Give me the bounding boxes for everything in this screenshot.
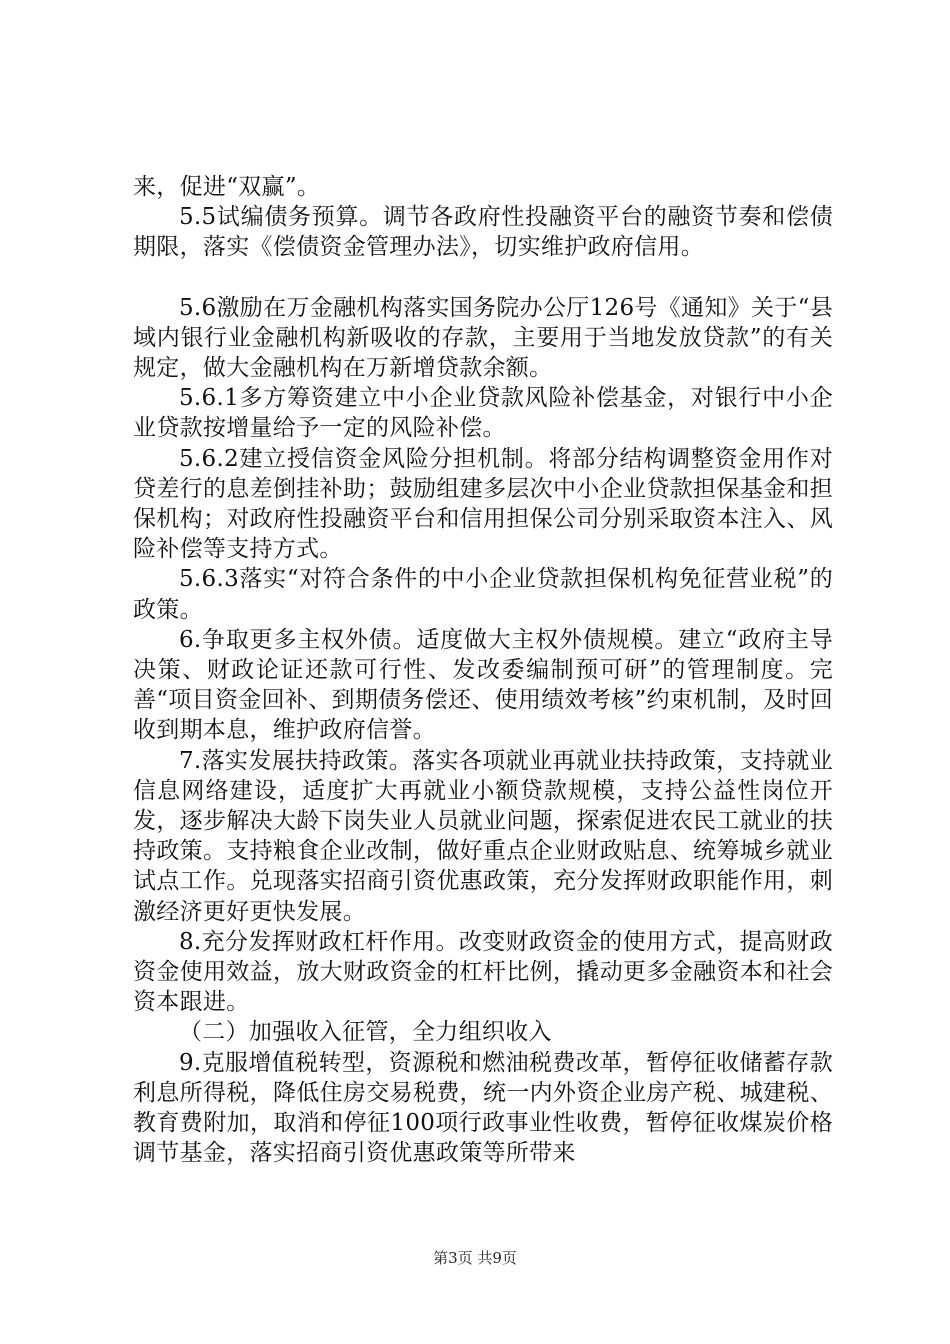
paragraph-5-6-2: 5.6.2建立授信资金风险分担机制。将部分结构调整资金用作对贷差行的息差倒挂补助；鼓励组建多层次中小企业贷款担保基金和担保机构；对政府性投融资平台和信用担保公司分别采取资本注入、风险补偿等支持方式。 <box>133 445 833 563</box>
document-body <box>133 172 833 1169</box>
section-heading-2: （二）加强收入征管，全力组织收入 <box>179 1019 552 1046</box>
paragraph-continuation: 来，促进“双赢”。 <box>133 174 321 200</box>
paragraph-8: 8.充分发挥财政杠杆作用。改变财政资金的使用方式，提高财政资金使用效益，放大财政资金的杠杆比例，撬动更多金融资本和社会资本跟进。 <box>133 928 833 1016</box>
paragraph-5-5: 5.5试编债务预算。调节各政府性投融资平台的融资节奏和偿债期限，落实《偿债资金管理办法》，切实维护政府信用。 <box>133 204 833 261</box>
paragraph-7: 7.落实发展扶持政策。落实各项就业再就业扶持政策，支持就业信息网络建设，适度扩大再就业小额贷款规模，支持公益性岗位开发，逐步解决大龄下岗失业人员就业问题，探索促进农民工就业的扶持政策。支持粮食企业改制，做好重点企业财政贴息、统筹城乡就业试点工作。兑现落实招商引资优惠政策，充分发挥财政职能作用，刺激经济更好更快发展。 <box>133 747 833 925</box>
paragraph-5-6-1: 5.6.1多方筹资建立中小企业贷款风险补偿基金，对银行中小企业贷款按增量给予一定的风险补偿。 <box>133 385 833 442</box>
page-footer: 第3页 共9页 <box>433 1249 517 1267</box>
paragraph-6: 6.争取更多主权外债。适度做大主权外债规模。建立“政府主导决策、财政论证还款可行性、发改委编制预可研”的管理制度。完善“项目资金回补、到期债务偿还、使用绩效考核”约束机制，及时回收到期本息，维护政府信誉。 <box>133 626 833 744</box>
paragraph-5-6: 5.6激励在万金融机构落实国务院办公厅126号《通知》关于“县域内银行业金融机构新吸收的存款，主要用于当地发放贷款”的有关规定，做大金融机构在万新增贷款余额。 <box>133 294 833 382</box>
paragraph-9: 9.克服增值税转型，资源税和燃油税费改革，暂停征收储蓄存款利息所得税，降低住房交易税费，统一内外资企业房产税、城建税、教育费附加，取消和停征100项行政事业性收费，暂停征收煤炭价格调节基金，落实招商引资优惠政策等所带来 <box>133 1049 833 1167</box>
paragraph-5-6-3: 5.6.3落实“对符合条件的中小企业贷款担保机构免征营业税”的政策。 <box>133 566 833 623</box>
